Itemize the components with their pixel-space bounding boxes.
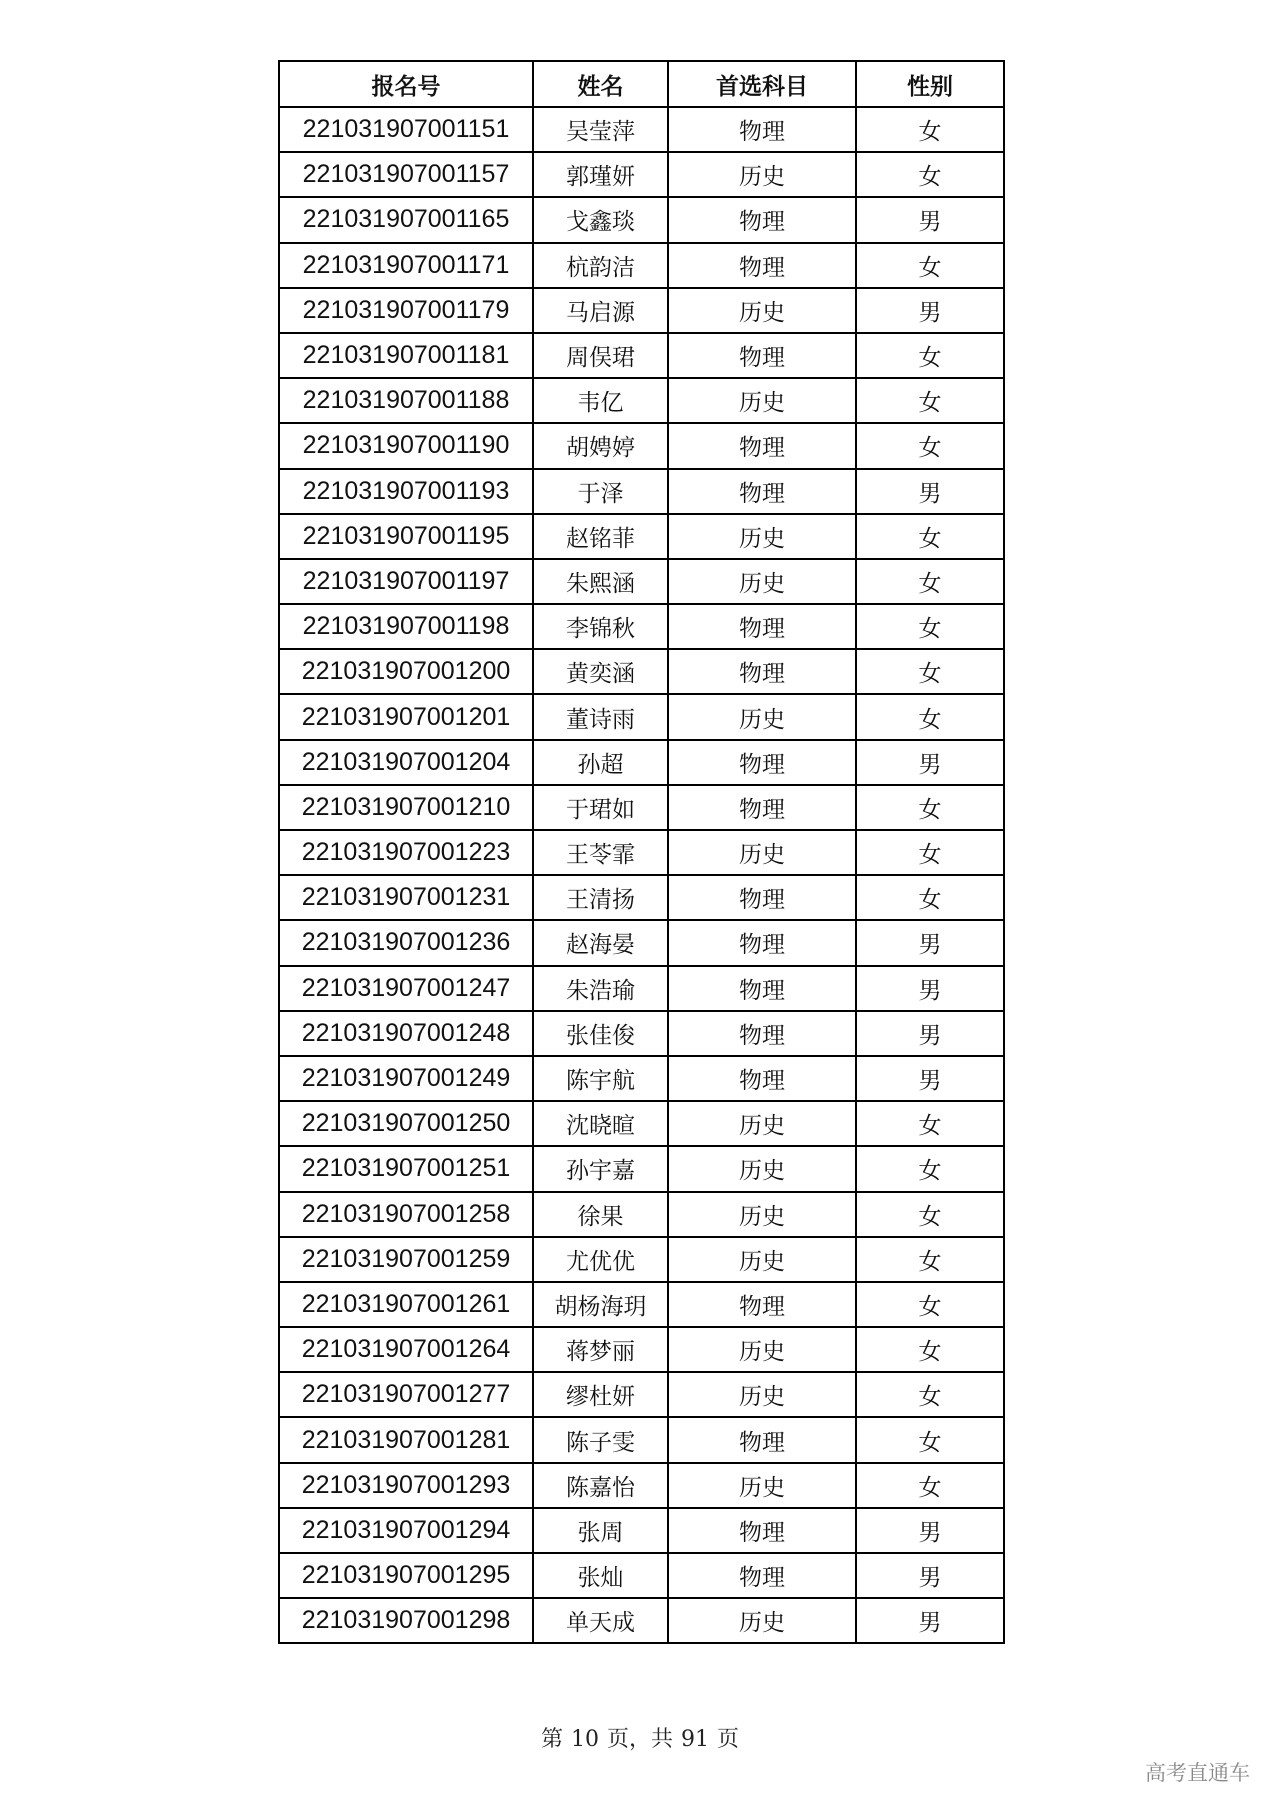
cell-primary-subject: 物理 bbox=[668, 1553, 856, 1598]
cell-registration-number: 221031907001295 bbox=[279, 1553, 533, 1598]
table-row bbox=[279, 966, 1004, 1011]
cell-gender: 女 bbox=[856, 875, 1004, 920]
cell-gender: 男 bbox=[856, 1598, 1004, 1643]
cell-primary-subject: 物理 bbox=[668, 107, 856, 152]
table-row bbox=[279, 920, 1004, 965]
cell-registration-number: 221031907001277 bbox=[279, 1372, 533, 1417]
cell-name: 孙宇嘉 bbox=[533, 1146, 668, 1191]
table-row bbox=[279, 1598, 1004, 1643]
cell-primary-subject: 物理 bbox=[668, 1282, 856, 1327]
table-row bbox=[279, 469, 1004, 514]
cell-registration-number: 221031907001251 bbox=[279, 1146, 533, 1191]
table-row bbox=[279, 1463, 1004, 1508]
cell-registration-number: 221031907001248 bbox=[279, 1011, 533, 1056]
header-name: 姓名 bbox=[533, 61, 668, 107]
cell-gender: 女 bbox=[856, 152, 1004, 197]
cell-primary-subject: 物理 bbox=[668, 333, 856, 378]
cell-gender: 女 bbox=[856, 243, 1004, 288]
cell-gender: 男 bbox=[856, 288, 1004, 333]
cell-gender: 女 bbox=[856, 1192, 1004, 1237]
table-row bbox=[279, 1282, 1004, 1327]
cell-gender: 男 bbox=[856, 469, 1004, 514]
cell-name: 张灿 bbox=[533, 1553, 668, 1598]
header-gender: 性别 bbox=[856, 61, 1004, 107]
cell-primary-subject: 历史 bbox=[668, 1101, 856, 1146]
cell-registration-number: 221031907001198 bbox=[279, 604, 533, 649]
cell-gender: 女 bbox=[856, 1463, 1004, 1508]
table-row bbox=[279, 1508, 1004, 1553]
cell-primary-subject: 历史 bbox=[668, 1463, 856, 1508]
table-row bbox=[279, 1056, 1004, 1101]
cell-primary-subject: 物理 bbox=[668, 920, 856, 965]
cell-primary-subject: 历史 bbox=[668, 378, 856, 423]
page-suffix: 页 bbox=[717, 1727, 740, 1752]
table-row bbox=[279, 694, 1004, 739]
cell-registration-number: 221031907001236 bbox=[279, 920, 533, 965]
cell-registration-number: 221031907001223 bbox=[279, 830, 533, 875]
cell-gender: 男 bbox=[856, 1508, 1004, 1553]
cell-primary-subject: 物理 bbox=[668, 469, 856, 514]
watermark: 高考直通车 bbox=[1145, 1761, 1250, 1785]
cell-primary-subject: 物理 bbox=[668, 875, 856, 920]
cell-name: 吴莹萍 bbox=[533, 107, 668, 152]
cell-name: 陈子雯 bbox=[533, 1417, 668, 1462]
cell-name: 王苓霏 bbox=[533, 830, 668, 875]
cell-registration-number: 221031907001197 bbox=[279, 559, 533, 604]
cell-registration-number: 221031907001193 bbox=[279, 469, 533, 514]
cell-gender: 女 bbox=[856, 1101, 1004, 1146]
cell-registration-number: 221031907001247 bbox=[279, 966, 533, 1011]
cell-gender: 女 bbox=[856, 604, 1004, 649]
registration-table bbox=[278, 60, 1005, 1644]
cell-name: 周俣珺 bbox=[533, 333, 668, 378]
cell-gender: 男 bbox=[856, 1553, 1004, 1598]
cell-registration-number: 221031907001250 bbox=[279, 1101, 533, 1146]
cell-gender: 女 bbox=[856, 333, 1004, 378]
cell-name: 徐果 bbox=[533, 1192, 668, 1237]
cell-primary-subject: 物理 bbox=[668, 243, 856, 288]
table-row bbox=[279, 197, 1004, 242]
page-footer bbox=[0, 1722, 1280, 1753]
table-header-row bbox=[279, 61, 1004, 107]
table-body bbox=[279, 107, 1004, 1643]
cell-gender: 男 bbox=[856, 1011, 1004, 1056]
cell-gender: 女 bbox=[856, 785, 1004, 830]
cell-name: 王清扬 bbox=[533, 875, 668, 920]
cell-registration-number: 221031907001231 bbox=[279, 875, 533, 920]
table-row bbox=[279, 378, 1004, 423]
cell-gender: 女 bbox=[856, 1237, 1004, 1282]
cell-primary-subject: 物理 bbox=[668, 423, 856, 468]
cell-registration-number: 221031907001201 bbox=[279, 694, 533, 739]
cell-primary-subject: 物理 bbox=[668, 649, 856, 694]
cell-primary-subject: 历史 bbox=[668, 1192, 856, 1237]
cell-registration-number: 221031907001261 bbox=[279, 1282, 533, 1327]
cell-gender: 女 bbox=[856, 1146, 1004, 1191]
cell-name: 胡杨海玥 bbox=[533, 1282, 668, 1327]
cell-name: 戈鑫琰 bbox=[533, 197, 668, 242]
cell-registration-number: 221031907001157 bbox=[279, 152, 533, 197]
current-page-number: 10 bbox=[570, 1727, 599, 1752]
cell-primary-subject: 历史 bbox=[668, 288, 856, 333]
table-row bbox=[279, 649, 1004, 694]
table-row bbox=[279, 1372, 1004, 1417]
cell-gender: 男 bbox=[856, 966, 1004, 1011]
cell-registration-number: 221031907001293 bbox=[279, 1463, 533, 1508]
cell-name: 朱浩瑜 bbox=[533, 966, 668, 1011]
table-row bbox=[279, 1011, 1004, 1056]
cell-name: 单天成 bbox=[533, 1598, 668, 1643]
table-row bbox=[279, 1417, 1004, 1462]
cell-primary-subject: 物理 bbox=[668, 1056, 856, 1101]
cell-registration-number: 221031907001195 bbox=[279, 514, 533, 559]
cell-registration-number: 221031907001264 bbox=[279, 1327, 533, 1372]
cell-gender: 女 bbox=[856, 1417, 1004, 1462]
table-row bbox=[279, 604, 1004, 649]
cell-registration-number: 221031907001200 bbox=[279, 649, 533, 694]
table-row bbox=[279, 1192, 1004, 1237]
cell-primary-subject: 物理 bbox=[668, 1011, 856, 1056]
table-row bbox=[279, 1327, 1004, 1372]
cell-primary-subject: 历史 bbox=[668, 1598, 856, 1643]
cell-name: 黄奕涵 bbox=[533, 649, 668, 694]
cell-name: 郭瑾妍 bbox=[533, 152, 668, 197]
table-row bbox=[279, 1146, 1004, 1191]
cell-registration-number: 221031907001188 bbox=[279, 378, 533, 423]
cell-gender: 男 bbox=[856, 1056, 1004, 1101]
cell-name: 杭韵洁 bbox=[533, 243, 668, 288]
table-row bbox=[279, 1553, 1004, 1598]
table-row bbox=[279, 243, 1004, 288]
cell-gender: 男 bbox=[856, 197, 1004, 242]
cell-primary-subject: 历史 bbox=[668, 1237, 856, 1282]
cell-registration-number: 221031907001259 bbox=[279, 1237, 533, 1282]
cell-primary-subject: 历史 bbox=[668, 152, 856, 197]
cell-name: 尤优优 bbox=[533, 1237, 668, 1282]
cell-primary-subject: 物理 bbox=[668, 740, 856, 785]
table-row bbox=[279, 785, 1004, 830]
table-row bbox=[279, 559, 1004, 604]
cell-name: 于珺如 bbox=[533, 785, 668, 830]
table-row bbox=[279, 1237, 1004, 1282]
cell-registration-number: 221031907001258 bbox=[279, 1192, 533, 1237]
cell-registration-number: 221031907001298 bbox=[279, 1598, 533, 1643]
cell-gender: 女 bbox=[856, 1327, 1004, 1372]
cell-name: 赵海晏 bbox=[533, 920, 668, 965]
cell-name: 马启源 bbox=[533, 288, 668, 333]
cell-primary-subject: 历史 bbox=[668, 830, 856, 875]
page-prefix: 第 bbox=[540, 1727, 563, 1752]
table-row bbox=[279, 514, 1004, 559]
cell-name: 董诗雨 bbox=[533, 694, 668, 739]
cell-registration-number: 221031907001210 bbox=[279, 785, 533, 830]
cell-primary-subject: 物理 bbox=[668, 1417, 856, 1462]
cell-registration-number: 221031907001294 bbox=[279, 1508, 533, 1553]
cell-registration-number: 221031907001204 bbox=[279, 740, 533, 785]
table-row bbox=[279, 1101, 1004, 1146]
cell-gender: 男 bbox=[856, 740, 1004, 785]
table-row bbox=[279, 107, 1004, 152]
cell-primary-subject: 物理 bbox=[668, 966, 856, 1011]
header-primary-subject: 首选科目 bbox=[668, 61, 856, 107]
table-row bbox=[279, 152, 1004, 197]
cell-gender: 男 bbox=[856, 920, 1004, 965]
table-row bbox=[279, 288, 1004, 333]
cell-name: 张佳俊 bbox=[533, 1011, 668, 1056]
cell-primary-subject: 历史 bbox=[668, 1372, 856, 1417]
total-pages-number: 91 bbox=[681, 1727, 709, 1752]
cell-primary-subject: 物理 bbox=[668, 197, 856, 242]
cell-gender: 女 bbox=[856, 649, 1004, 694]
cell-name: 蒋梦丽 bbox=[533, 1327, 668, 1372]
cell-gender: 女 bbox=[856, 830, 1004, 875]
cell-gender: 女 bbox=[856, 694, 1004, 739]
cell-name: 赵铭菲 bbox=[533, 514, 668, 559]
cell-primary-subject: 物理 bbox=[668, 1508, 856, 1553]
cell-gender: 女 bbox=[856, 1282, 1004, 1327]
cell-name: 朱熙涵 bbox=[533, 559, 668, 604]
cell-name: 陈宇航 bbox=[533, 1056, 668, 1101]
cell-registration-number: 221031907001249 bbox=[279, 1056, 533, 1101]
cell-name: 陈嘉怡 bbox=[533, 1463, 668, 1508]
cell-name: 胡娉婷 bbox=[533, 423, 668, 468]
cell-name: 张周 bbox=[533, 1508, 668, 1553]
cell-primary-subject: 物理 bbox=[668, 604, 856, 649]
cell-name: 沈晓暄 bbox=[533, 1101, 668, 1146]
cell-name: 孙超 bbox=[533, 740, 668, 785]
table-row bbox=[279, 333, 1004, 378]
cell-registration-number: 221031907001281 bbox=[279, 1417, 533, 1462]
cell-name: 李锦秋 bbox=[533, 604, 668, 649]
cell-registration-number: 221031907001171 bbox=[279, 243, 533, 288]
cell-gender: 女 bbox=[856, 107, 1004, 152]
cell-primary-subject: 物理 bbox=[668, 785, 856, 830]
cell-gender: 女 bbox=[856, 1372, 1004, 1417]
table-row bbox=[279, 423, 1004, 468]
cell-registration-number: 221031907001179 bbox=[279, 288, 533, 333]
cell-primary-subject: 历史 bbox=[668, 1327, 856, 1372]
cell-name: 韦亿 bbox=[533, 378, 668, 423]
cell-gender: 女 bbox=[856, 514, 1004, 559]
table-row bbox=[279, 875, 1004, 920]
cell-name: 于泽 bbox=[533, 469, 668, 514]
cell-name: 缪杜妍 bbox=[533, 1372, 668, 1417]
cell-primary-subject: 历史 bbox=[668, 559, 856, 604]
table-row bbox=[279, 740, 1004, 785]
cell-gender: 女 bbox=[856, 423, 1004, 468]
cell-registration-number: 221031907001190 bbox=[279, 423, 533, 468]
cell-primary-subject: 历史 bbox=[668, 1146, 856, 1191]
cell-gender: 女 bbox=[856, 378, 1004, 423]
table-row bbox=[279, 830, 1004, 875]
cell-primary-subject: 历史 bbox=[668, 694, 856, 739]
cell-gender: 女 bbox=[856, 559, 1004, 604]
header-registration-number: 报名号 bbox=[279, 61, 533, 107]
cell-registration-number: 221031907001151 bbox=[279, 107, 533, 152]
page-mid-text: 页，共 bbox=[606, 1727, 673, 1752]
cell-registration-number: 221031907001165 bbox=[279, 197, 533, 242]
cell-primary-subject: 历史 bbox=[668, 514, 856, 559]
cell-registration-number: 221031907001181 bbox=[279, 333, 533, 378]
